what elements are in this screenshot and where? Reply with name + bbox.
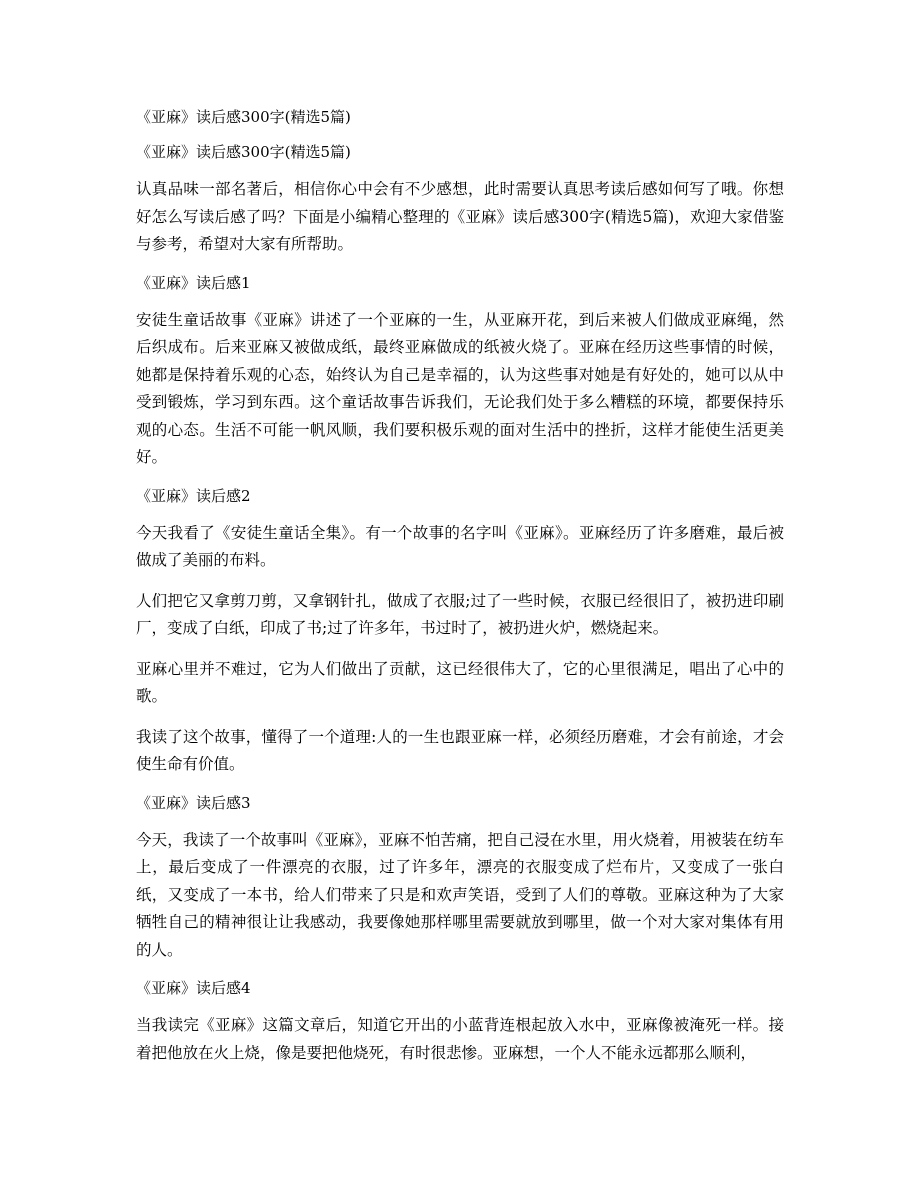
document-content [136, 106, 784, 1080]
section-1-paragraph-1: 安徒生童话故事《亚麻》讲述了一个亚麻的一生，从亚麻开花，到后来被人们做成亚麻绳，然后织成布。后来亚麻又被做成纸，最终亚麻做成的纸被火烧了。亚麻在经历这些事情的时候，她都是保持着乐观的心态，始终认为自己是幸福的，认为这些事对她是有好处的，她可以从中受到锻炼，学习到东西。这个童话故事告诉我们，无论我们处于多么糟糕的环境，都要保持乐观的心态。生活不可能一帆风顺，我们要积极乐观的面对生活中的挫折，这样才能使生活更美好。 [136, 310, 784, 466]
section-heading-4: 《亚麻》读后感4 [136, 979, 251, 997]
section-heading-2: 《亚麻》读后感2 [136, 486, 251, 505]
document-subtitle: 《亚麻》读后感300字(精选5篇) [136, 143, 351, 161]
section-2-paragraph-2: 人们把它又拿剪刀剪，又拿钢针扎，做成了衣服;过了一些时候，衣服已经很旧了，被扔进印刷厂，变成了白纸，印成了书;过了许多年，书过时了，被扔进火炉，燃烧起来。 [136, 591, 784, 637]
section-2-paragraph-1: 今天我看了《安徒生童话全集》。有一个故事的名字叫《亚麻》。亚麻经历了许多磨难，最后被做成了美丽的布料。 [136, 523, 784, 569]
section-3-paragraph-1: 今天，我读了一个故事叫《亚麻》，亚麻不怕苦痛，把自己浸在水里，用火烧着，用被装在纺车上，最后变成了一件漂亮的衣服，过了许多年，漂亮的衣服变成了烂布片，又变成了一张白纸，又变成了一本书，给人们带来了只是和欢声笑语，受到了人们的尊敬。亚麻这种为了大家牺牲自己的精神很让让我感动，我要像她那样哪里需要就放到哪里，做一个对大家对集体有用的人。 [136, 830, 784, 959]
intro-paragraph: 认真品味一部名著后，相信你心中会有不少感想，此时需要认真思考读后感如何写了哦。你想好怎么写读后感了吗？下面是小编精心整理的《亚麻》读后感300字(精选5篇)，欢迎大家借鉴与参考，希望对大家有所帮助。 [136, 180, 784, 253]
section-heading-1: 《亚麻》读后感1 [136, 273, 251, 292]
document-title: 《亚麻》读后感300字(精选5篇) [136, 108, 351, 126]
section-4-paragraph-1: 当我读完《亚麻》这篇文章后，知道它开出的小蓝背连根起放入水中，亚麻像被淹死一样。接着把他放在火上烧，像是要把他烧死，有时很悲惨。亚麻想，一个人不能永远都那么顺利， [136, 1016, 784, 1062]
section-heading-3: 《亚麻》读后感3 [136, 793, 251, 812]
section-2-paragraph-3: 亚麻心里并不难过，它为人们做出了贡献，这已经很伟大了，它的心里很满足，唱出了心中的歌。 [136, 659, 784, 705]
section-2-paragraph-4: 我读了这个故事，懂得了一个道理:人的一生也跟亚麻一样，必须经历磨难，才会有前途，才会使生命有价值。 [136, 727, 784, 773]
